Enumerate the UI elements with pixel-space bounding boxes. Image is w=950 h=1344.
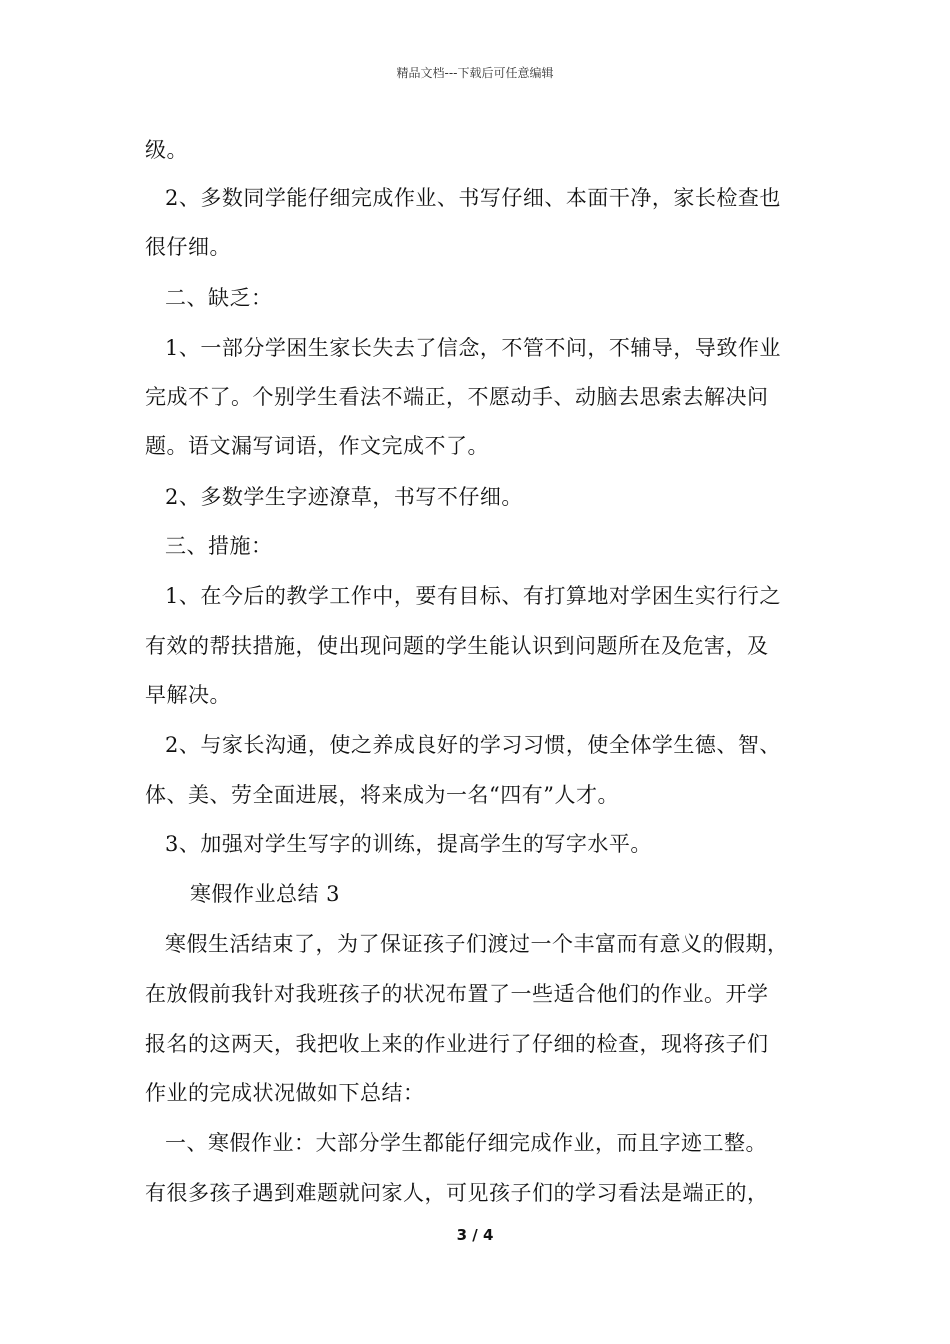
paragraph-line: 一、寒假作业：大部分学生都能仔细完成作业，而且字迹工整。 xyxy=(165,1131,767,1155)
paragraph-line: 有效的帮扶措施，使出现问题的学生能认识到问题所在及危害，及 xyxy=(145,634,769,658)
paragraph-line: 2、多数同学能仔细完成作业、书写仔细、本面干净，家长检查也 xyxy=(165,186,781,210)
paragraph-line: 2、与家长沟通，使之养成良好的学习习惯，使全体学生德、智、 xyxy=(165,733,781,757)
page-header: 精品文档---下载后可任意编辑 xyxy=(396,66,554,80)
paragraph-line: 1、一部分学困生家长失去了信念，不管不问，不辅导，导致作业 xyxy=(165,336,781,360)
paragraph-line: 报名的这两天，我把收上来的作业进行了仔细的检查，现将孩子们 xyxy=(145,1032,769,1056)
paragraph-line: 在放假前我针对我班孩子的状况布置了一些适合他们的作业。开学 xyxy=(145,982,769,1006)
paragraph-line: 作业的完成状况做如下总结： xyxy=(145,1081,425,1105)
paragraph-line: 3、加强对学生写字的训练，提高学生的写字水平。 xyxy=(165,832,652,856)
paragraph-line: 体、美、劳全面进展，将来成为一名“四有”人才。 xyxy=(145,783,619,807)
paragraph-line: 题。语文漏写词语，作文完成不了。 xyxy=(145,434,489,458)
paragraph-line: 寒假生活结束了，为了保证孩子们渡过一个丰富而有意义的假期， xyxy=(165,932,789,956)
paragraph-line: 有很多孩子遇到难题就问家人，可见孩子们的学习看法是端正的， xyxy=(145,1181,769,1205)
paragraph-line: 早解决。 xyxy=(145,683,231,707)
section-heading: 二、缺乏： xyxy=(165,286,273,310)
paragraph-line: 完成不了。个别学生看法不端正，不愿动手、动脑去思索去解决问 xyxy=(145,385,769,409)
page-number: 3 / 4 xyxy=(456,1226,494,1244)
section-heading: 三、措施： xyxy=(165,534,273,558)
paragraph-line: 2、多数学生字迹潦草，书写不仔细。 xyxy=(165,485,523,509)
paragraph-line: 级。 xyxy=(145,138,188,162)
paragraph-line: 很仔细。 xyxy=(145,235,231,259)
section-title: 寒假作业总结 3 xyxy=(190,882,341,906)
paragraph-line: 1、在今后的教学工作中，要有目标、有打算地对学困生实行行之 xyxy=(165,584,781,608)
